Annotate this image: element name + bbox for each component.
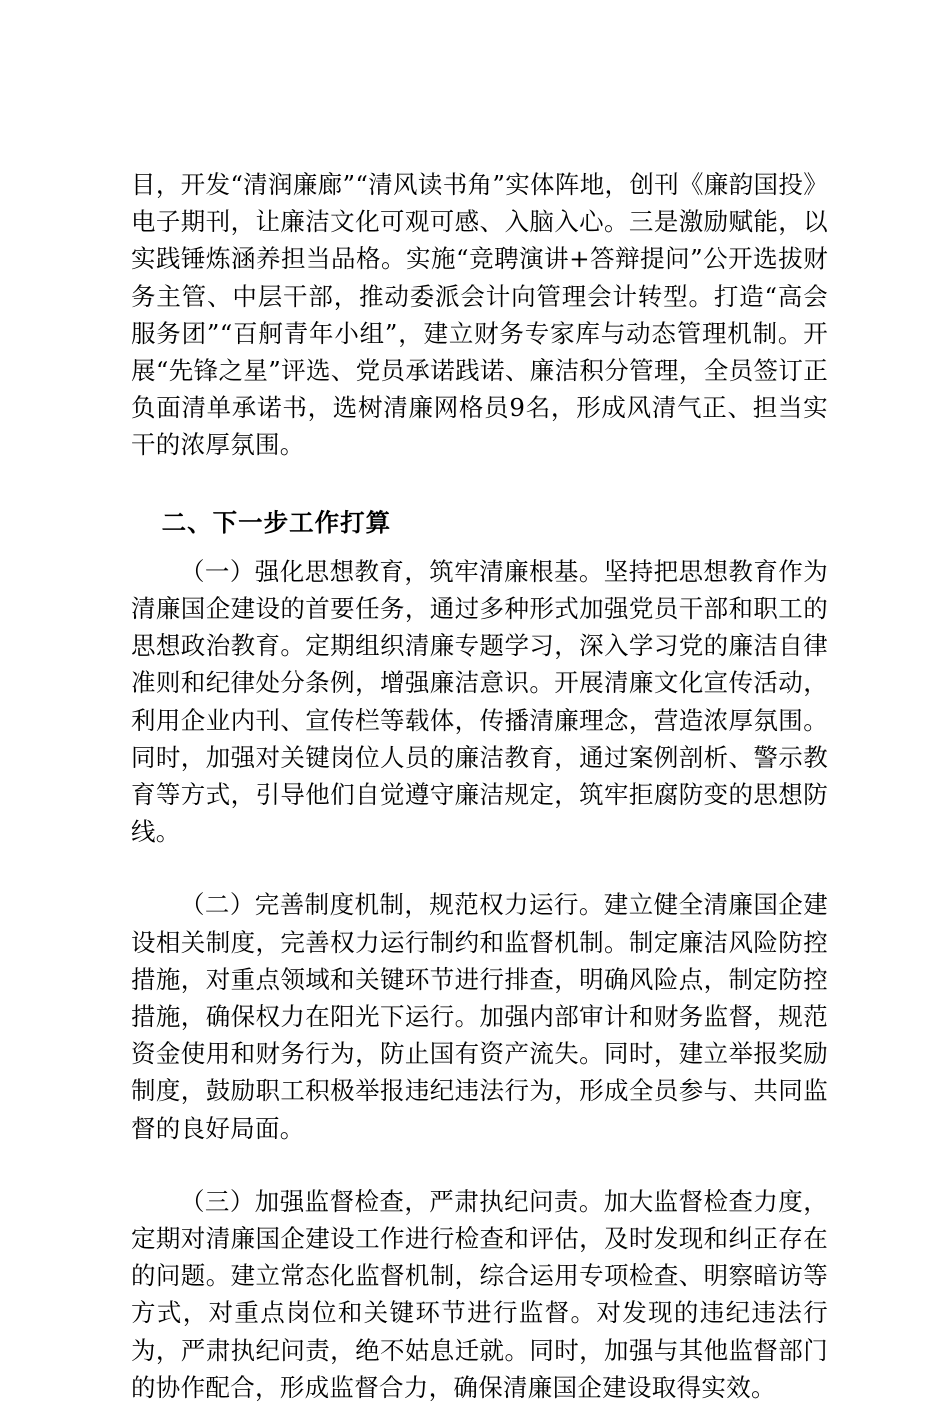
section-heading: 二、下一步工作打算 — [161, 507, 392, 537]
paragraph-improve-systems: （二）完善制度机制，规范权力运行。建立健全清廉国企建设相关制度，完善权力运行制约和监督机制。制定廉洁风险防控措施，对重点领域和关键环节进行排查，明确风险点，制定防控措施，确保权力在阳光下运行。加强内部审计和财务监督，规范资金使用和财务行为，防止国有资产流失。同时，建立举报奖励制度，鼓励职工积极举报违纪违法行为，形成全员参与、共同监督的良好局面。 — [131, 890, 828, 1143]
paragraph-strengthen-education: （一）强化思想教育，筑牢清廉根基。坚持把思想教育作为清廉国企建设的首要任务，通过多种形式加强党员干部和职工的思想政治教育。定期组织清廉专题学习，深入学习党的廉洁自律准则和纪律处分条例，增强廉洁意识。开展清廉文化宣传活动，利用企业内刊、宣传栏等载体，传播清廉理念，营造浓厚氛围。同时，加强对关键岗位人员的廉洁教育，通过案例剖析、警示教育等方式，引导他们自觉遵守廉洁规定，筑牢拒腐防变的思想防线。 — [131, 556, 828, 847]
continuation-paragraph: 目，开发“清润廉廊”“清风读书角”实体阵地，创刊《廉韵国投》电子期刊，让廉洁文化可观可感、入脑入心。三是激励赋能，以实践锤炼涵养担当品格。实施“竞聘演讲+答辩提问”公开选拔财务主管、中层干部，推动委派会计向管理会计转型。打造“高会服务团”“百舸青年小组”，建立财务专家库与动态管理机制。开展“先锋之星”评选、党员承诺践诺、廉洁积分管理，全员签订正负面清单承诺书，选树清廉网格员9名，形成风清气正、担当实干的浓厚氛围。 — [131, 170, 828, 460]
paragraph-strengthen-supervision: （三）加强监督检查，严肃执纪问责。加大监督检查力度，定期对清廉国企建设工作进行检查和评估，及时发现和纠正存在的问题。建立常态化监督机制，综合运用专项检查、明察暗访等方式，对重点岗位和关键环节进行监督。对发现的违纪违法行为，严肃执纪问责，绝不姑息迁就。同时，加强与其他监督部门的协作配合，形成监督合力，确保清廉国企建设取得实效。 — [131, 1186, 828, 1402]
document-page — [131, 166, 828, 1406]
